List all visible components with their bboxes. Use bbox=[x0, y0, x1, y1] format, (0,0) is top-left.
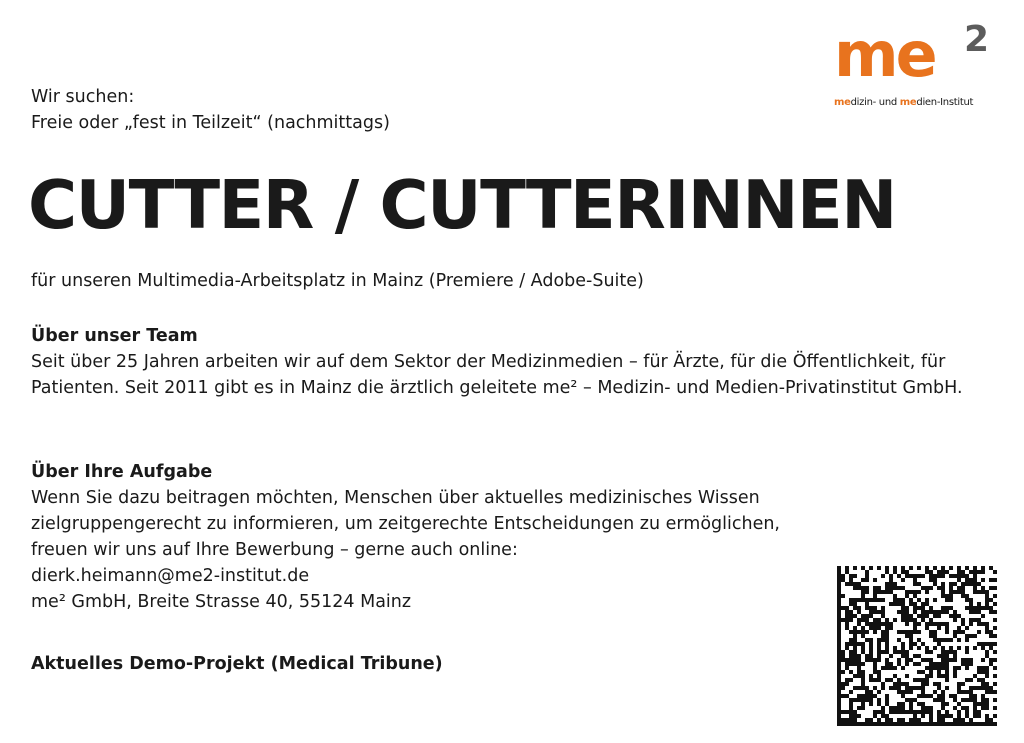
logo-superscript: 2 bbox=[964, 19, 990, 60]
intro-line-2: Freie oder „fest in Teilzeit“ (nachmittags) bbox=[31, 113, 390, 133]
team-section bbox=[31, 323, 1001, 401]
qr-code-icon[interactable] bbox=[837, 566, 997, 726]
task-section bbox=[31, 459, 831, 615]
task-line-1: Wenn Sie dazu beitragen möchten, Menschen über aktuelles medizinisches Wissen bbox=[31, 488, 760, 508]
task-line-2: zielgruppengerecht zu informieren, um zeitgerechte Entscheidungen zu ermöglichen, bbox=[31, 514, 780, 534]
intro bbox=[31, 84, 390, 136]
logo-tagline: medizin- und medien-Institut bbox=[834, 97, 974, 108]
team-heading: Über unser Team bbox=[31, 326, 198, 346]
intro-line-1: Wir suchen: bbox=[31, 87, 135, 107]
email-link[interactable]: dierk.heimann@me2-institut.de bbox=[31, 566, 310, 586]
task-line-3: freuen wir uns auf Ihre Bewerbung – gerne auch online: bbox=[31, 540, 518, 560]
demo-project-heading: Aktuelles Demo-Projekt (Medical Tribune) bbox=[31, 654, 443, 674]
company-logo bbox=[830, 18, 1008, 114]
task-heading: Über Ihre Aufgabe bbox=[31, 462, 213, 482]
page-title: CUTTER / CUTTERINNEN bbox=[28, 166, 896, 244]
subtitle: für unseren Multimedia-Arbeitsplatz in Mainz (Premiere / Adobe-Suite) bbox=[31, 271, 644, 291]
team-body: Seit über 25 Jahren arbeiten wir auf dem Sektor der Medizinmedien – für Ärzte, für die Öffentlichkeit, für Patienten. Seit 2011 gibt es in Mainz die ärztlich geleitete me² – Medizin- und Medien-Privatinstitut GmbH. bbox=[31, 352, 963, 398]
logo-mark: me bbox=[834, 18, 935, 91]
postal-address: me² GmbH, Breite Strasse 40, 55124 Mainz bbox=[31, 592, 412, 612]
